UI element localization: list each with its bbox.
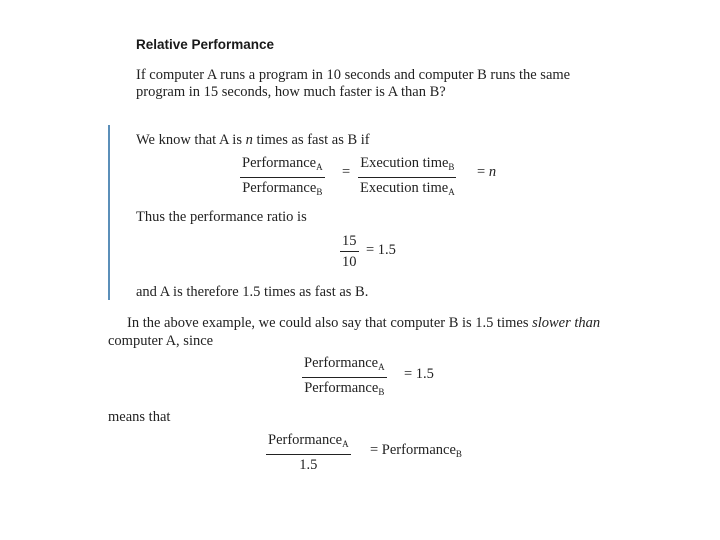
paragraph-line-1: In the above example, we could also say that computer B is 1.5 times slower than (127, 315, 601, 331)
eq3-rhs: = 1.5 (404, 366, 434, 382)
problem-line-2: program in 15 seconds, how much faster is A than B? (136, 84, 446, 100)
eq2-rhs: = 1.5 (366, 242, 396, 258)
eq4-rhs: = Performance$_B$ (370, 442, 462, 459)
eq1-rhs: = n (477, 164, 497, 180)
means-that: means that (108, 409, 171, 425)
answer-conclusion: and A is therefore 1.5 times as fast as B. (136, 284, 369, 300)
eq1-fraction-exec-time: Execution time$_B$ Execution time$_A$ (360, 155, 455, 197)
eq2-fraction: $\frac{15}{10}$ (342, 233, 357, 270)
eq4-fraction: Performance$_A$ 1.5 (268, 432, 349, 473)
ratio-line: Thus the performance ratio is (136, 209, 307, 225)
paragraph-line-2: computer A, since (108, 333, 214, 349)
answer-margin-bar (108, 125, 110, 300)
problem-line-1: If computer A runs a program in 10 seconds and computer B runs the same (136, 67, 571, 83)
eq3-fraction: Performance$_A$ Performance$_B$ (304, 355, 385, 397)
eq1-equals: = (342, 164, 351, 180)
answer-intro: We know that A is n times as fast as B if (136, 132, 370, 148)
eq1-fraction-performance: Performance$_A$ Performance$_B$ (242, 155, 323, 197)
section-heading: Relative Performance (136, 37, 275, 52)
